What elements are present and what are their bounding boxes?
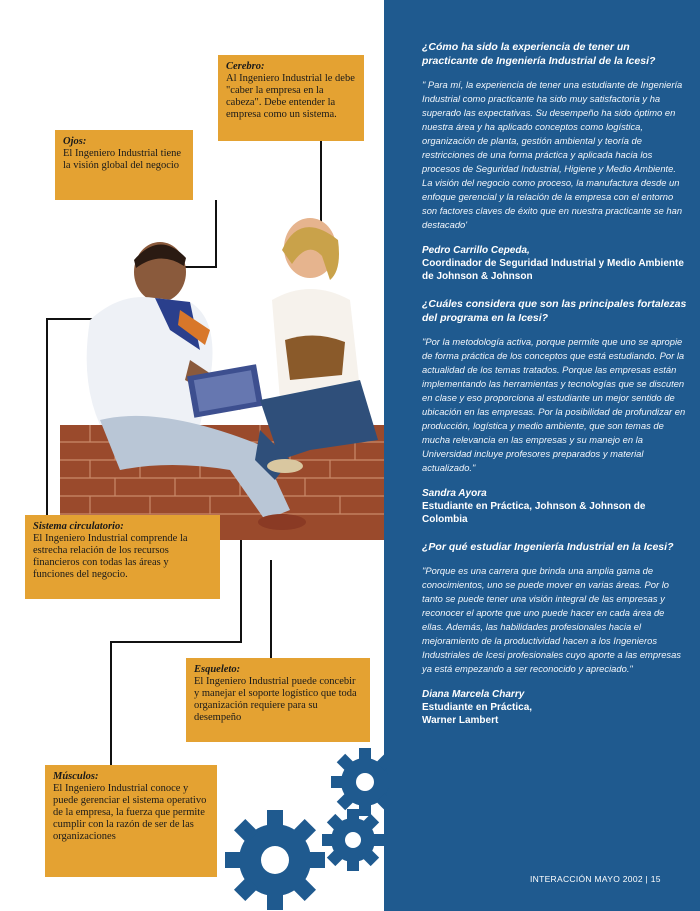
answer-3: "Porque es una carrera que brinda una amplia gama de conocimientos, uno se puede mover en varias áreas. Por lo tanto se puede tener una visión integral de las empresas y reconocer el aporte que uno puede hacer en cada área de ellas. Además, las habilidades profesionales hacia el mejoramiento de la productividad hacen a los Ingenieros Industriales de Icesi profesionales cuyo aporte a las empresas ya está empezando a ser reconocido y apreciado." [422,565,681,674]
ojos-text: El Ingeniero Industrial tiene la visión global del negocio [63,148,182,171]
ojos-box [55,130,193,200]
connector-line [110,641,112,765]
cerebro-box [218,55,364,141]
connector-line [46,318,48,516]
musculos-title: Músculos: [53,771,99,782]
question-2: ¿Cuáles considera que son las principales fortalezas del programa en la Icesi? [422,298,687,324]
connector-line [270,560,272,658]
esqueleto-text: El Ingeniero Industrial puede concebir y manejar el soporte logístico que toda organización requiere para su desempeño [194,676,357,723]
cerebro-text: Al Ingeniero Industrial le debe "caber la empresa en la cabeza". Debe entender la empresa como un sistema. [226,73,355,120]
signature-1-name: Pedro Carrillo Cepeda, [422,245,530,256]
interview-panel [384,0,700,911]
connector-line [240,530,242,642]
musculos-box [45,765,217,877]
esqueleto-title: Esqueleto: [194,664,241,675]
sistema-box [25,515,220,599]
answer-2: "Por la metodología activa, porque permite que uno se apropie de forma práctica de los conceptos que está estudiando. Por la actualidad de los temas tratados. Porque las empresas están implementando las herramientas y tecnologías que se discuten en clase y eso proporciona al estudiante un mejor sentido de ubicación en las empresas. Por la posibilidad de profundizar en producción, logística y medio ambiente, que son temas de mucha relevancia en las empresas y su manejo en la Universidad incluye profesores preparados y material actualizado." [422,336,686,473]
sistema-text: El Ingeniero Industrial comprende la estrecha relación de los recursos financieros con todas las áreas y funciones del negocio. [33,533,188,580]
interview-content [422,40,688,741]
signature-2-name: Sandra Ayora [422,488,487,499]
ojos-title: Ojos: [63,136,87,147]
question-3: ¿Por qué estudiar Ingeniería Industrial en la Icesi? [422,541,674,553]
connector-line [110,641,242,643]
musculos-text: El Ingeniero Industrial conoce y puede gerenciar el sistema operativo de la empresa, la fuerza que permite cumplir con la razón de ser de las organizaciones [53,783,207,842]
cerebro-title: Cerebro: [226,61,265,72]
sistema-title: Sistema circulatorio: [33,521,124,532]
esqueleto-box [186,658,370,742]
signature-3-name: Diana Marcela Charry [422,689,525,700]
gears-icon [215,740,400,911]
question-1: ¿Cómo ha sido la experiencia de tener un practicante de Ingeniería Industrial de la Icesi? [422,41,656,67]
answer-1: " Para mí, la experiencia de tener una estudiante de Ingeniería Industrial como practicante ha sido muy satisfactoria y ha superado las expectativas. Su desempeño ha sido óptimo en nuestra área y ha aplicado conceptos como logística, organización de planta, gestión ambiental y teoría de restricciones de una forma práctica y aplicada hacia los procesos de Seguridad Industrial, Higiene y Medio Ambiente. La visión del negocio como proceso, la manufactura desde un enfoque gerencial y la relación de la empresa con el entorno son factores claves de éxito que en nuestra practicante se han destacado' [422,79,683,230]
students-photo [60,210,384,540]
page-footer: INTERACCIÓN MAYO 2002 | 15 [530,874,661,884]
signature-1-title: Coordinador de Seguridad Industrial y Medio Ambiente de Johnson & Johnson [422,258,684,282]
signature-3-title-1: Estudiante en Práctica, [422,702,533,713]
signature-2-title: Estudiante en Práctica, Johnson & Johnson de Colombia [422,501,646,525]
signature-3-title-2: Warner Lambert [422,715,499,726]
